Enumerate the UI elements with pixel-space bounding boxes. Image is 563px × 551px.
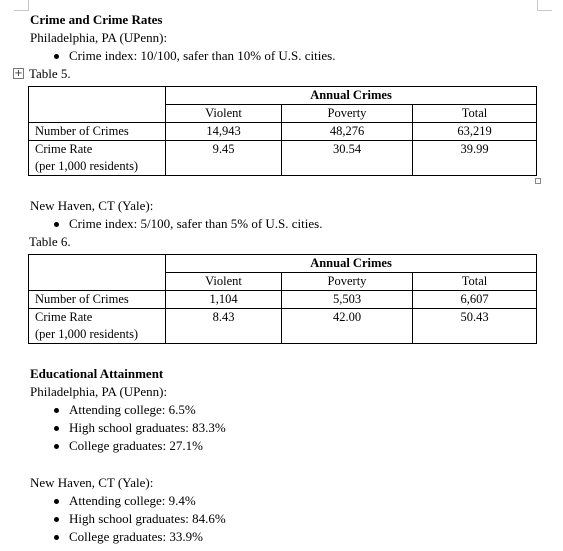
margin-corner-mark (14, 0, 29, 11)
row-label-sub: (per 1,000 residents) (29, 326, 166, 344)
bullet-dot (54, 535, 59, 540)
empty-cell (29, 273, 166, 291)
city-label-philadelphia: Philadelphia, PA (UPenn): (30, 384, 168, 399)
crime-table-newhaven (28, 254, 537, 344)
table-cell: 1,104 (166, 291, 282, 309)
table-label: Table 6. (29, 234, 71, 249)
row-label: Number of Crimes (29, 291, 166, 309)
section-heading-crime: Crime and Crime Rates (30, 12, 163, 27)
bullet-dot (54, 444, 59, 449)
bullet-dot (54, 426, 59, 431)
row-label: Crime Rate (29, 309, 166, 327)
margin-corner-mark (537, 0, 552, 11)
table-cell: 6,607 (413, 291, 537, 309)
crime-index-text: Crime index: 10/100, safer than 10% of U.S. cities. (69, 48, 336, 63)
table-title: Annual Crimes (166, 87, 537, 105)
table-cell: 42.00 (282, 309, 413, 344)
empty-cell (29, 105, 166, 123)
column-header: Poverty (282, 273, 413, 291)
column-header: Total (413, 273, 537, 291)
list-item: High school graduates: 84.6% (69, 511, 226, 526)
bullet-dot (54, 222, 59, 227)
crime-index-text: Crime index: 5/100, safer than 5% of U.S. cities. (69, 216, 323, 231)
list-item: College graduates: 27.1% (69, 438, 203, 453)
column-header: Total (413, 105, 537, 123)
row-label: Crime Rate (29, 141, 166, 159)
city-label-philadelphia: Philadelphia, PA (UPenn): (30, 30, 168, 45)
section-heading-education: Educational Attainment (30, 366, 164, 381)
crime-table-philadelphia (28, 86, 537, 176)
city-label-newhaven: New Haven, CT (Yale): (30, 198, 154, 213)
list-item: Attending college: 9.4% (69, 493, 196, 508)
row-label-sub: (per 1,000 residents) (29, 158, 166, 176)
plus-move-icon[interactable]: + (14, 68, 23, 79)
bullet-dot (54, 517, 59, 522)
column-header: Violent (166, 105, 282, 123)
table-cell: 30.54 (282, 141, 413, 176)
table-cell: 50.43 (413, 309, 537, 344)
table-cell: 14,943 (166, 123, 282, 141)
column-header: Violent (166, 273, 282, 291)
resize-square-icon[interactable] (535, 178, 541, 184)
table-cell: 8.43 (166, 309, 282, 344)
city-label-newhaven: New Haven, CT (Yale): (30, 475, 154, 490)
table-cell: 48,276 (282, 123, 413, 141)
table-label: Table 5. (29, 66, 71, 81)
bullet-dot (54, 408, 59, 413)
row-label: Number of Crimes (29, 123, 166, 141)
bullet-dot (54, 54, 59, 59)
table-title: Annual Crimes (166, 255, 537, 273)
table-cell: 5,503 (282, 291, 413, 309)
table-cell: 39.99 (413, 141, 537, 176)
list-item: College graduates: 33.9% (69, 529, 203, 544)
table-cell: 63,219 (413, 123, 537, 141)
list-item: Attending college: 6.5% (69, 402, 196, 417)
table-corner-cell (29, 87, 166, 105)
list-item: High school graduates: 83.3% (69, 420, 226, 435)
bullet-dot (54, 499, 59, 504)
column-header: Poverty (282, 105, 413, 123)
table-cell: 9.45 (166, 141, 282, 176)
table-corner-cell (29, 255, 166, 273)
